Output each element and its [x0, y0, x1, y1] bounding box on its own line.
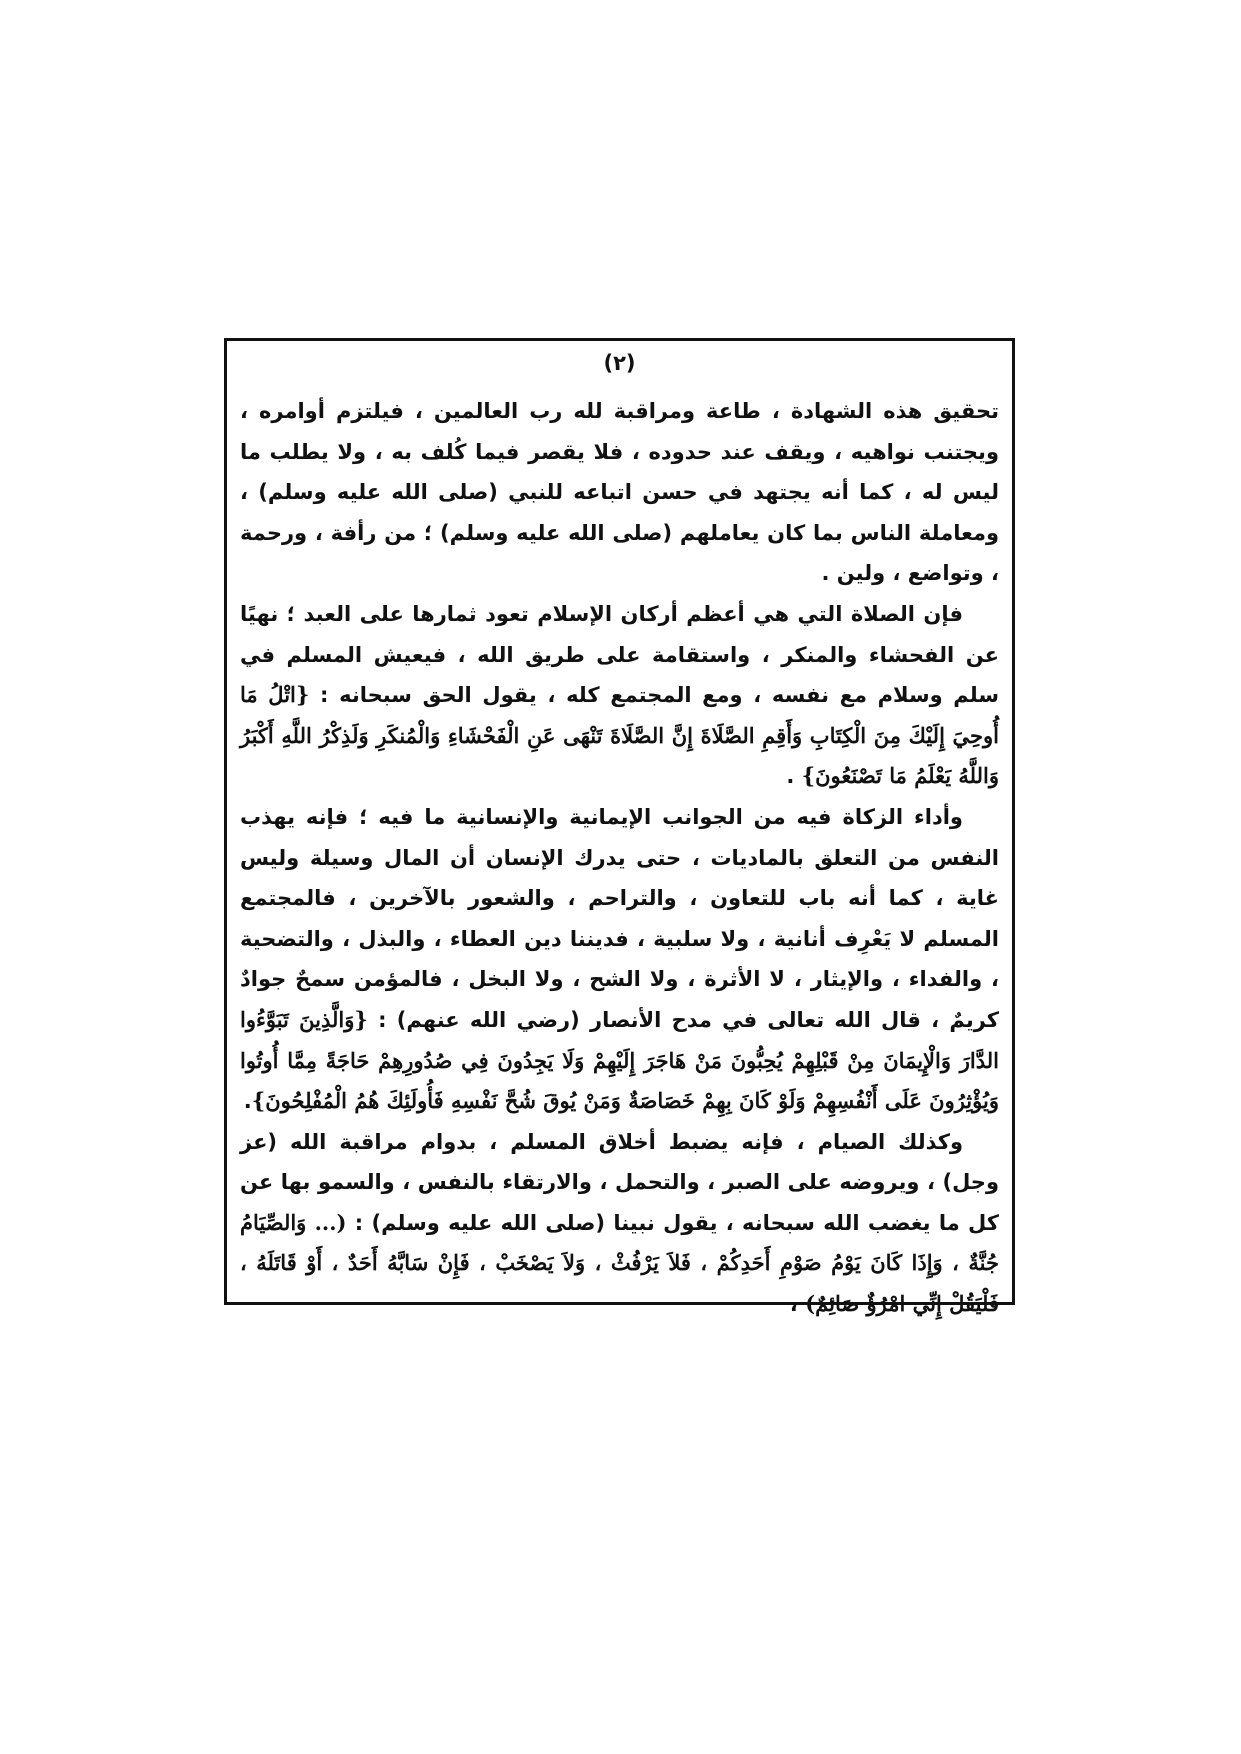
paragraph-salah	[240, 594, 999, 797]
quran-verse: {اتْلُ مَا أُوحِيَ إِلَيْكَ مِنَ الْكِتَابِ وَأَقِمِ الصَّلَاةَ إِنَّ الصَّلَاةَ تَنْهَى عَنِ الْفَحْشَاءِ وَالْمُنكَرِ وَلَذِكْرُ اللَّهِ أَكْبَرُ وَاللَّهُ يَعْلَمُ مَا تَصْنَعُونَ}	[240, 682, 999, 789]
quran-verse: {وَالَّذِينَ تَبَوَّءُوا الدَّارَ وَالْإِيمَانَ مِنْ قَبْلِهِمْ يُحِبُّونَ مَنْ هَاجَرَ إِلَيْهِمْ وَلَا يَجِدُونَ فِي صُدُورِهِمْ حَاجَةً مِمَّا أُوتُوا وَيُؤْثِرُونَ عَلَى أَنْفُسِهِمْ وَلَوْ كَانَ بِهِمْ خَصَاصَةٌ وَمَنْ يُوقَ شُحَّ نَفْسِهِ فَأُولَئِكَ هُمُ الْمُفْلِحُونَ}	[240, 1006, 999, 1114]
paragraph-text: وأداء الزكاة فيه من الجوانب الإيمانية والإنسانية ما فيه ؛ فإنه يهذب النفس من التعلق بالماديات ، حتى يدرك الإنسان أن المال وسيلة وليس غاية ، كما أنه باب للتعاون ، والتراحم ، والشعور بالآخرين ، فالمجتمع المسلم لا يَعْرِف أنانية ، ولا سلبية ، فديننا دين العطاء ، والبذل ، والتضحية ، والفداء ، والإيثار ، لا الأثرة ، ولا الشح ، ولا البخل ، فالمؤمن سمحٌ جوادٌ كريمٌ ، قال الله تعالى في مدح الأنصار (رضي الله عنهم) :	[240, 804, 999, 1032]
hadith-quote: (... وَالصِّيَامُ جُنَّةٌ ، وَإِذَا كَانَ يَوْمُ صَوْمِ أَحَدِكُمْ ، فَلاَ يَرْفُثْ ، وَلاَ يَصْخَبْ ، فَإِنْ سَابَّهُ أَحَدٌ ، أَوْ قَاتَلَهُ ، فَلْيَقُلْ إِنِّي امْرُؤٌ صَائِمٌ)	[240, 1209, 999, 1317]
paragraph-text: تحقيق هذه الشهادة ، طاعة ومراقبة لله رب العالمين ، فيلتزم أوامره ، ويجتنب نواهيه ، ويقف عند حدوده ، فلا يقصر فيما كُلف به ، ولا يطلب ما ليس له ، كما أنه يجتهد في حسن اتباعه للنبي (صلى الله عليه وسلم) ، ومعاملة الناس بما كان يعاملهم (صلى الله عليه وسلم) ؛ من رأفة ، ورحمة ، وتواضع ، ولين .	[240, 399, 999, 586]
paragraph-shahada	[240, 391, 999, 594]
paragraph-end: ،	[789, 1292, 806, 1317]
paragraph-siyam	[240, 1122, 999, 1325]
paragraph-end: .	[243, 1089, 252, 1114]
paragraph-text: فإن الصلاة التي هي أعظم أركان الإسلام تعود ثمارها على العبد ؛ نهيًا عن الفحشاء والمنكر ، واستقامة على طريق الله ، فيعيش المسلم في سلم وسلام مع نفسه ، ومع المجتمع كله ، يقول الحق سبحانه :	[240, 601, 999, 708]
paragraph-zakah	[240, 797, 999, 1122]
page-number: (٢)	[603, 351, 636, 375]
page-body	[240, 391, 999, 1325]
paragraph-text: وكذلك الصيام ، فإنه يضبط أخلاق المسلم ، بدوام مراقبة الله (عز وجل) ، ويروضه على الصبر ، والتحمل ، والارتقاء بالنفس ، والسمو بها عن كل ما يغضب الله سبحانه ، يقول نبينا (صلى الله عليه وسلم) :	[240, 1129, 999, 1235]
paragraph-end: .	[786, 764, 802, 789]
page-frame	[224, 338, 1015, 1317]
